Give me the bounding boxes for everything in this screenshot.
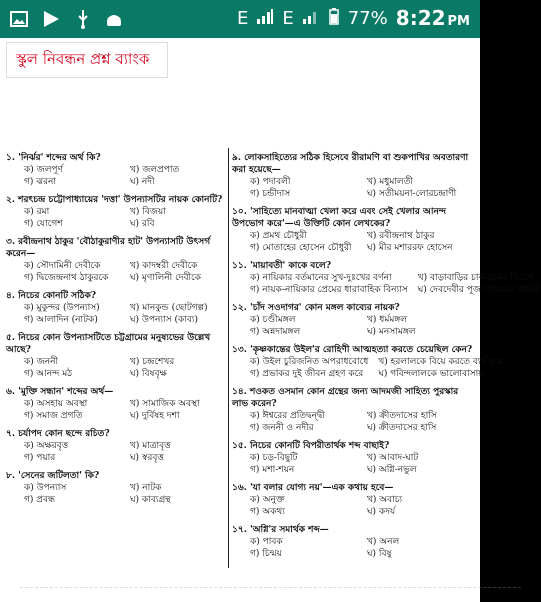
question-item [232,344,503,380]
question-text: ২. শরৎচন্দ্র চট্টোপাধ্যায়ের 'দত্তা' উপন্যাসটির নায়ক কোনটি? [6,195,223,205]
signal-icon-1 [256,8,274,29]
question-text: ৭. চর্যাপদ কোন ছন্দে রচিত? [6,429,110,439]
question-item [232,482,474,518]
option-text: ঘ) বিষবৃক্ষ [130,369,167,379]
options-grid [250,452,474,476]
option-text: খ) আবাদ-ঘাট [367,453,419,463]
option-text: ঘ) বিষু [367,549,392,559]
question-item [6,194,226,230]
options-grid [24,440,226,464]
right-column [232,152,541,566]
option-text: গ) প্রবন্ধ [24,495,56,505]
question-text: ১২. 'চাঁদ সওদাগর' কোন মঙ্গল কাব্যের নায়ক? [232,303,400,313]
question-item [232,386,474,434]
option-text: ঘ) মৃণালিনী দেবীকে [130,273,201,283]
question-item [232,440,474,476]
option-text: ঘ) দেবদেবীর পূজা প্রচারের কাহিনী [417,285,541,295]
option-text: খ) অবাচ্য [367,495,403,505]
options-grid [24,260,226,284]
options-grid [24,302,226,326]
options-grid [24,482,226,506]
option-text: ঘ) সতীময়না-লোরচন্দ্রাণী [367,189,457,199]
options-grid [250,494,474,518]
option-text: ঘ) রবি [130,219,155,229]
options-grid [24,398,226,422]
gallery-icon [10,10,28,32]
option-text: ক) অসহায় অবস্থা [24,399,88,409]
question-text: ৫. নিচের কোন উপন্যাসটিতে চট্টগ্রামের মনুষ্যভের উল্লেখ আছে? [6,333,211,355]
option-text: খ) ধর্মমঙ্গল [367,315,407,325]
question-item [232,260,541,296]
options-grid [250,230,474,254]
question-text: ৯. লোকসাহিত্যের সঠিক হিসেবে রীরামণি বা শুকপাখির অবতারণা করা হয়েছে— [232,153,469,175]
left-column [6,152,226,512]
option-text: গ) অন্নদামঙ্গল [250,327,301,337]
option-text: খ) মধুমালতী [367,177,413,187]
usb-icon [74,9,92,33]
options-grid [250,272,541,296]
signal-icon-2 [302,8,320,29]
option-text: ক) রমা [24,207,50,217]
option-text: খ) মাত্রাবৃত্ত [130,441,171,451]
question-item [6,470,226,506]
option-text: খ) অনল [367,537,400,547]
clock-ampm: PM [447,14,470,29]
question-text: ১৩. 'কৃষ্ণকান্তের উইল'র রোহিণী আত্মহত্যা করতে চেয়েছিল কেন? [232,345,473,355]
question-item [6,236,226,284]
android-icon [104,10,124,32]
options-grid [250,536,474,560]
option-text: গ) চিন্ময় [250,549,282,559]
status-bar [0,0,480,38]
option-text: ঘ) গবিন্দলালকে ভালোবাসায় [378,369,484,379]
status-left-icons [10,8,124,34]
question-item [6,152,226,188]
option-text: খ) ক্রীতদাসের হাসি [367,411,437,421]
option-text: খ) বাড়াবাড়ির চাকবাকের বিবরণ [417,273,534,283]
option-text: গ) দ্বিজেন্দ্রনাথ ঠাকুরকে [24,273,109,283]
option-text: ক) মুকুন্দর (উপন্যাস) [24,303,100,313]
question-text: ১৬. 'যা বলার যোগ্য নয়'—এক কথায় হবে— [232,483,394,493]
option-text: ঘ) মনসামঙ্গল [367,327,416,337]
options-grid [250,356,503,380]
option-text: খ) কাদম্বরী দেবীকে [130,261,198,271]
question-text: ৩. রবীন্দ্রনাথ ঠাকুর 'বৌঠাকুরাণীর হাট' উপন্যাসটি উৎসর্গ করেন— [6,237,211,259]
options-grid [24,356,226,380]
option-text: গ) যোগেশ [24,219,63,229]
options-grid [24,164,226,188]
clock-time: 8:22 [395,6,446,30]
options-grid [250,410,474,434]
battery-icon [328,7,340,30]
options-grid [24,206,226,230]
option-text: ক) ঈশ্বরের প্রতিদ্বন্দ্বী [250,411,325,421]
option-text: ক) সৌদামিনী দেবীকে [24,261,101,271]
option-text: খ) মানকুন্ড (ছোটগল্প) [130,303,208,313]
option-text: ঘ) স্বরবৃত্ত [130,453,164,463]
option-text: গ) সমাজ প্রগতি [24,411,83,421]
question-text: ১১. 'মায়াবতী' কাকে বলে? [232,261,332,271]
question-text: ৪. নিচের কোনটি সঠিক? [6,291,97,301]
column-divider [228,148,229,568]
question-item [232,152,474,200]
options-grid [250,314,474,338]
option-text: গ) পয়ার [24,453,56,463]
option-text: ঘ) নদী [130,177,155,187]
option-text: ক) পাবক [250,537,283,547]
option-text: ক) চড়-বিছুটি [250,453,298,463]
option-text: খ) রবীন্দ্রনাথ ঠাকুর [367,231,435,241]
question-text: ১৫. নিচের কোনটি বিপরীতার্থক শব্দ বাছাই? [232,441,390,451]
option-text: ঘ) কাব্যগ্রন্থ [130,495,171,505]
option-text: খ) জলপ্রপাত [130,165,180,175]
option-text: ক) চণ্ডীমঙ্গল [250,315,296,325]
option-text: গ) প্রভাকর দুই জীবন গ্রহণ করে [250,369,364,379]
question-item [6,290,226,326]
option-text: ক) উইল চুরিজনিত অপরাধবোধে [250,357,369,367]
option-text: ক) নায়িকার বর্তমানের সুখ-দুঃখের বর্ণনা [250,273,392,283]
option-text: গ) মশা-শয়ন [250,465,295,475]
option-text: গ) অকথ্য [250,507,285,517]
option-text: খ) চন্দ্রশেখর [130,357,175,367]
option-text: ক) অক্ষরবৃত্ত [24,441,69,451]
option-text: গ) চন্ডীদাস [250,189,291,199]
page-edge [20,581,521,588]
option-text: খ) বিজয়া [130,207,166,217]
question-item [232,524,474,560]
option-text: ক) উপন্যাস [24,483,67,493]
option-text: গ) আনন্দ মঠ [24,369,73,379]
option-text: গ) আলাদিন (নাটক) [24,315,98,325]
network-type-1: E [237,7,249,29]
option-text: ঘ) ক্রীতদাসের হাসি [367,423,437,433]
question-text: ৮. 'সেনের জটিলতা' কি? [6,471,100,481]
option-text: ক) জলপূর্ণ [24,165,63,175]
option-text: খ) হরলালকে বিয়ে করতে ব্যর্থ হয়ে [378,357,503,367]
option-text: ক) পদাবলী [250,177,291,187]
question-item [6,332,226,380]
app-title: স্কুল নিবন্ধন প্রশ্ন ব্যাংক [16,50,150,68]
question-text: ৬. 'মুক্তি সন্ধান' শব্দের অর্থ— [6,387,114,397]
option-text: ক) প্রমথ চৌধুরী [250,231,307,241]
option-text: ঘ) মীর মশাররফ হোসেন [367,243,453,253]
question-text: ১. 'নির্ঝর' শব্দের অর্থ কি? [6,153,101,163]
question-text: ১০. 'সাহিত্যে মানবাত্মা খেলা করে এবং সেই খেলার আনন্দ উপভোগ করে'—এ উক্তিটি কোন লেখকের? [232,207,447,229]
option-text: ঘ) অগ্নি-নভুল [367,465,417,475]
option-text: ক) জননী [24,357,59,367]
option-text: ঘ) কদর্য [367,507,396,517]
option-text: ঘ) উপন্যাস (কাব্য) [130,315,198,325]
option-text: গ) মোতাহের হোসেন চৌধুরী [250,243,352,253]
status-right-icons [237,6,470,30]
question-text: ১৭. 'অগ্নি'র সমার্থক শব্দ— [232,525,329,535]
question-item [232,302,474,338]
play-store-icon [40,8,62,34]
option-text: খ) সামাজিক অবস্থা [130,399,200,409]
question-item [6,428,226,464]
option-text: গ) ঝরনা [24,177,57,187]
option-text: গ) জননী ও নদীর [250,423,314,433]
question-text: ১৪. শওকত ওসমান কোন গ্রন্থের জন্য আদমজী সাহিত্য পুরস্কার লাভ করেন? [232,387,459,409]
option-text: ঘ) দুর্বিষহ দশা [130,411,180,421]
option-text: গ) নায়ক-নায়িকার প্রেমের ধারাবাহিক বিন্যাস [250,285,408,295]
options-grid [250,176,474,200]
option-text: ক) অনুক্ত [250,495,285,505]
clock [396,6,470,30]
network-type-2: E [282,7,294,29]
battery-percent: 77% [347,7,388,29]
question-item [6,386,226,422]
question-item [232,206,474,254]
option-text: খ) নাটক [130,483,162,493]
